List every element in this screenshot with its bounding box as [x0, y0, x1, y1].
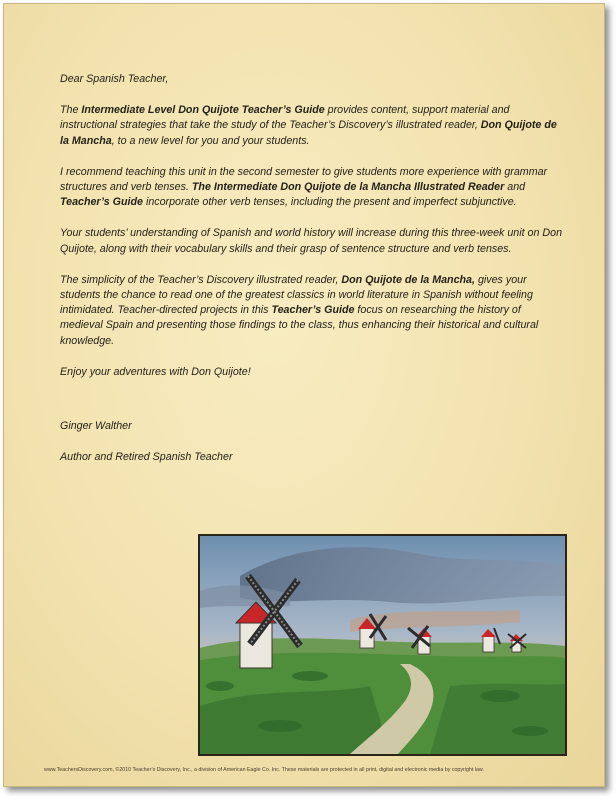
text-run: , to a new level for you and your students.: [111, 134, 310, 147]
bold-guide-title: Teacher’s Guide: [271, 304, 355, 317]
bold-guide-title: Intermediate Level Don Quijote Teacher’s Guide: [81, 104, 325, 117]
bold-reader-title: The Intermediate Don Quijote de la Mancha Illustrated Reader: [191, 181, 505, 194]
text-run: The: [60, 104, 82, 117]
copyright-footer: www.TeachersDiscovery.com, ©2010 Teacher’s Discovery, Inc., a division of American Eagle Co. Inc. These materials are protected in all print, digital and electronic media by copyright law.: [44, 767, 484, 773]
salutation: Dear Spanish Teacher,: [60, 73, 169, 85]
paragraph-simplicity: [60, 273, 565, 349]
text-run: I recommend teaching this unit in the second semester to give students more experience with grammar structures and verb tenses.: [60, 165, 548, 194]
letter-body: [60, 72, 565, 481]
closing-line: Enjoy your adventures with Don Quijote!: [60, 365, 251, 378]
bold-reader-title: Don Quijote de la Mancha: [60, 119, 557, 147]
signature-name: Ginger Walther: [60, 420, 132, 433]
letter-page: [3, 3, 605, 787]
text-run: and: [504, 181, 526, 194]
text-run: focus on researching the history of medieval Spain and presenting those findings to the class, thus enhancing their historical and cultural knowledge.: [60, 304, 539, 347]
text-run: The simplicity of the Teacher’s Discovery illustrated reader,: [60, 273, 342, 286]
text-run: gives your students the chance to read one of the greatest classics in world literature in Spanish without feeling intimidated. Teacher-directed projects in this: [60, 273, 533, 317]
signature-block: [60, 419, 565, 465]
paragraph-recommendation: [60, 165, 565, 211]
text-run: incorporate other verb tenses, including the present and imperfect subjunctive.: [142, 196, 517, 209]
windmill-landscape-image: [200, 536, 565, 754]
windmill-illustration: [198, 534, 567, 756]
signature-title: Author and Retired Spanish Teacher: [60, 451, 233, 464]
text-run: provides content, support material and instructional strategies that take the study of the Teacher’s Discovery’s illustrated reader,: [60, 104, 510, 132]
bold-guide-title: Teacher’s Guide: [60, 196, 143, 209]
paragraph-understanding: Your students’ understanding of Spanish and world history will increase during this three-week unit on Don Quijote, along with their vocabulary skills and their grasp of sentence structure and verb tenses.: [60, 227, 563, 255]
paragraph-intro: [60, 103, 565, 149]
bold-reader-title: Don Quijote de la Mancha,: [341, 273, 475, 286]
